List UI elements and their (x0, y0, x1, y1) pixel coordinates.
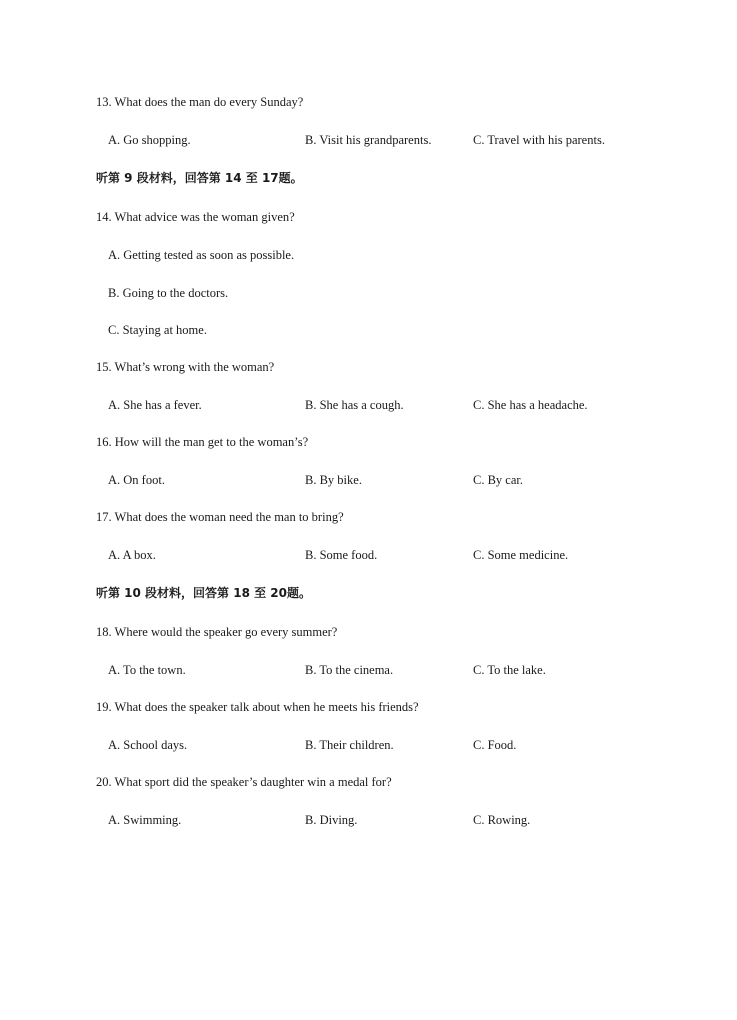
option-17-a: A. A box. (108, 548, 156, 562)
option-16-b: B. By bike. (305, 473, 362, 487)
option-14-b: B. Going to the doctors. (108, 286, 229, 300)
option-20-c: C. Rowing. (473, 813, 531, 827)
option-15-b: B. She has a cough. (305, 398, 404, 412)
question-13: 13. What does the man do every Sunday? (96, 95, 304, 109)
option-13-a: A. Go shopping. (108, 133, 191, 147)
option-16-c: C. By car. (473, 473, 523, 487)
option-15-c: C. She has a headache. (473, 398, 588, 412)
option-13-c: C. Travel with his parents. (473, 133, 605, 147)
question-17: 17. What does the woman need the man to bring? (96, 510, 344, 524)
option-20-a: A. Swimming. (108, 813, 182, 827)
question-15: 15. What’s wrong with the woman? (96, 360, 275, 374)
question-18: 18. Where would the speaker go every summer? (96, 625, 338, 639)
section-heading-10: 听第 10 段材料，回答第 18 至 20题。 (96, 586, 311, 600)
question-20: 20. What sport did the speaker’s daughter win a medal for? (96, 775, 392, 789)
option-16-a: A. On foot. (108, 473, 165, 487)
option-19-b: B. Their children. (305, 738, 394, 752)
section-heading-9: 听第 9 段材料，回答第 14 至 17题。 (96, 171, 303, 185)
option-18-a: A. To the town. (108, 663, 186, 677)
option-18-b: B. To the cinema. (305, 663, 394, 677)
option-18-c: C. To the lake. (473, 663, 546, 677)
option-19-a: A. School days. (108, 738, 188, 752)
option-19-c: C. Food. (473, 738, 517, 752)
option-17-c: C. Some medicine. (473, 548, 569, 562)
question-14: 14. What advice was the woman given? (96, 210, 295, 224)
question-19: 19. What does the speaker talk about when he meets his friends? (96, 700, 419, 714)
option-14-a: A. Getting tested as soon as possible. (108, 248, 295, 262)
option-20-b: B. Diving. (305, 813, 358, 827)
option-15-a: A. She has a fever. (108, 398, 202, 412)
option-13-b: B. Visit his grandparents. (305, 133, 432, 147)
option-14-c: C. Staying at home. (108, 323, 207, 337)
option-17-b: B. Some food. (305, 548, 378, 562)
question-16: 16. How will the man get to the woman’s? (96, 435, 309, 449)
